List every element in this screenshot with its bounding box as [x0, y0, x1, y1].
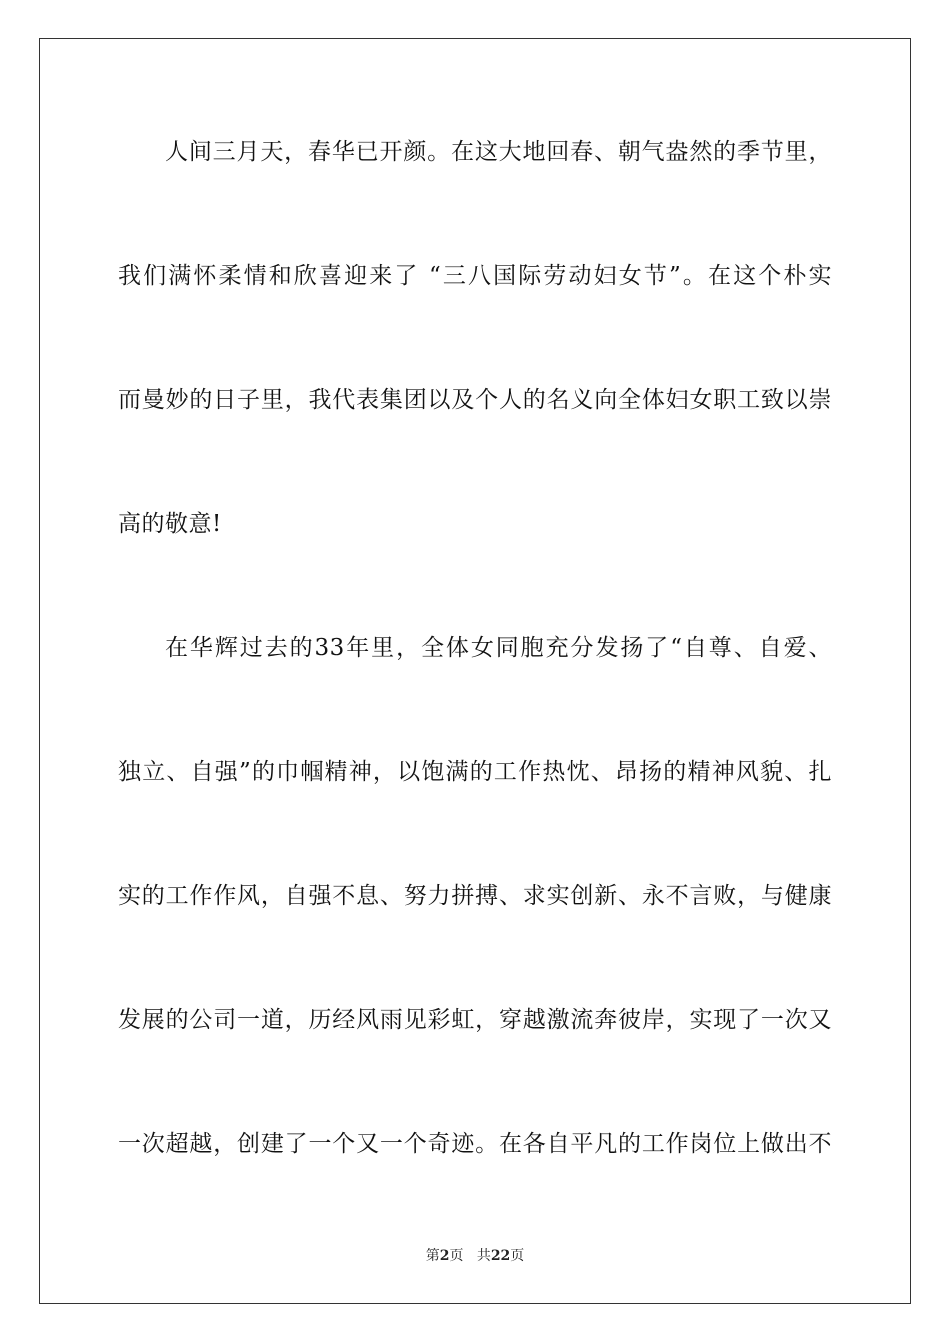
paragraph-1-line-3: 而曼妙的日子里，我代表集团以及个人的名义向全体妇女职工致以崇 [118, 387, 832, 413]
paragraph-1-line-4: 高的敬意! [118, 511, 222, 537]
paragraph-2-line-1: 在华辉过去的33年里，全体女同胞充分发扬了“自尊、自爱、 [165, 635, 832, 661]
page-footer [0, 1246, 950, 1266]
footer-total-prefix: 共 [476, 1248, 491, 1264]
paragraph-2-line-2: 独立、自强”的巾帼精神，以饱满的工作热忱、昂扬的精神风貌、扎 [118, 759, 832, 785]
page-frame [39, 38, 911, 1304]
paragraph-2-line-5: 一次超越，创建了一个又一个奇迹。在各自平凡的工作岗位上做出不 [118, 1131, 832, 1157]
footer-page-suffix: 页 [449, 1248, 464, 1264]
footer-page-prefix: 第 [425, 1248, 440, 1264]
paragraph-2-line-3: 实的工作作风，自强不息、努力拼搏、求实创新、永不言败，与健康 [118, 883, 832, 909]
paragraph-2-line-4: 发展的公司一道，历经风雨见彩虹，穿越激流奔彼岸，实现了一次又 [118, 1007, 832, 1033]
footer-page-number: 2 [439, 1248, 450, 1264]
paragraph-1-line-2: 我们满怀柔情和欣喜迎来了 “三八国际劳动妇女节”。在这个朴实 [118, 263, 832, 289]
footer-total-suffix: 页 [510, 1248, 525, 1264]
footer-total-pages: 22 [490, 1248, 511, 1264]
paragraph-1-line-1: 人间三月天，春华已开颜。在这大地回春、朝气盎然的季节里， [165, 139, 832, 165]
